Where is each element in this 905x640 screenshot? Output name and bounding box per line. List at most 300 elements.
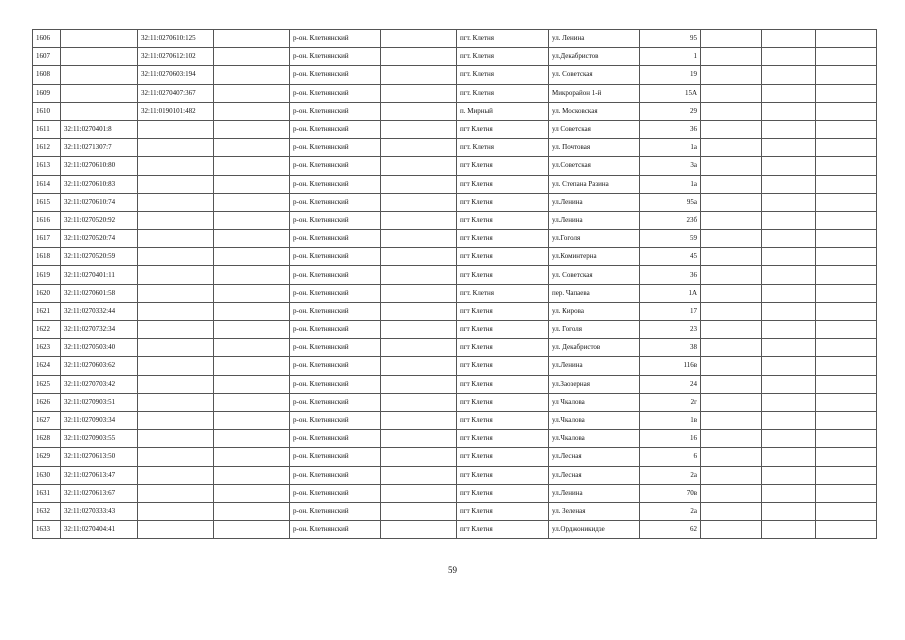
table-row [33,466,877,484]
cell-empty [762,502,816,520]
register-table [32,29,877,539]
cell-settlement: пгт Клетня [457,357,549,375]
cell-cadastral-number [138,302,214,320]
cell-empty [762,393,816,411]
table-row [33,521,877,539]
cell-empty [381,157,457,175]
cell-settlement: пгт Клетня [457,375,549,393]
cell-number: 1612 [33,139,61,157]
cell-house: 19 [640,66,701,84]
cell-number: 1616 [33,211,61,229]
cell-cadastral-number [138,211,214,229]
cell-empty [381,211,457,229]
cell-empty [214,339,290,357]
cell-empty [381,339,457,357]
cell-empty [214,139,290,157]
cell-empty [214,175,290,193]
cell-street: ул.Ленина [549,357,640,375]
cell-number: 1606 [33,30,61,48]
cell-district: р-он. Клетнянский [290,430,381,448]
cell-empty [816,302,877,320]
cell-number: 1608 [33,66,61,84]
cell-cadastral-number-old: 32:11:0270613:50 [61,448,138,466]
cell-street: ул.Декабристов [549,48,640,66]
cell-cadastral-number-old: 32:11:0270332:44 [61,302,138,320]
cell-district: р-он. Клетнянский [290,84,381,102]
cell-street: ул.Орджоникидзе [549,521,640,539]
table-row [33,120,877,138]
cell-number: 1626 [33,393,61,411]
table-row [33,248,877,266]
cell-street: ул.Ленина [549,193,640,211]
cell-number: 1630 [33,466,61,484]
cell-empty [381,48,457,66]
cell-house: 1 [640,48,701,66]
cell-district: р-он. Клетнянский [290,66,381,84]
cell-street: ул.Лесная [549,466,640,484]
cell-cadastral-number [138,502,214,520]
cell-house: 1а [640,175,701,193]
cell-number: 1622 [33,321,61,339]
cell-empty [381,393,457,411]
cell-house: 2г [640,393,701,411]
cell-empty [762,48,816,66]
cell-street: ул.Ленина [549,484,640,502]
cell-empty [762,448,816,466]
cell-settlement: пгт Клетня [457,302,549,320]
cell-empty [701,175,762,193]
cell-street: ул.Лесная [549,448,640,466]
cell-district: р-он. Клетнянский [290,321,381,339]
table-row [33,30,877,48]
cell-district: р-он. Клетнянский [290,120,381,138]
table-row [33,102,877,120]
cell-number: 1623 [33,339,61,357]
cell-settlement: пгт Клетня [457,193,549,211]
cell-empty [214,211,290,229]
cell-empty [701,84,762,102]
cell-empty [214,193,290,211]
cell-settlement: пгт Клетня [457,248,549,266]
cell-number: 1610 [33,102,61,120]
cell-number: 1633 [33,521,61,539]
cell-street: ул.Гоголя [549,230,640,248]
cell-empty [816,430,877,448]
cell-street: Микрорайон 1-й [549,84,640,102]
cell-empty [214,248,290,266]
cell-empty [816,284,877,302]
cell-settlement: пгт Клетня [457,175,549,193]
table-row [33,448,877,466]
cell-cadastral-number [138,448,214,466]
cell-street: ул.Ленина [549,211,640,229]
cell-empty [214,157,290,175]
cell-empty [701,339,762,357]
cell-number: 1619 [33,266,61,284]
cell-house: 16 [640,430,701,448]
cell-number: 1624 [33,357,61,375]
cell-empty [762,430,816,448]
cell-empty [214,48,290,66]
cell-house: 15А [640,84,701,102]
cell-empty [214,302,290,320]
register-table-container [32,29,877,539]
cell-house: 36 [640,266,701,284]
cell-empty [762,339,816,357]
cell-cadastral-number-old: 32:11:0270610:74 [61,193,138,211]
cell-number: 1613 [33,157,61,175]
cell-empty [701,466,762,484]
cell-cadastral-number [138,430,214,448]
cell-street: ул. Степана Разина [549,175,640,193]
cell-cadastral-number [138,375,214,393]
cell-house: 95а [640,193,701,211]
cell-cadastral-number-old: 32:11:0270601:58 [61,284,138,302]
cell-district: р-он. Клетнянский [290,339,381,357]
table-row [33,302,877,320]
cell-cadastral-number [138,248,214,266]
cell-district: р-он. Клетнянский [290,411,381,429]
cell-empty [701,321,762,339]
cell-empty [762,193,816,211]
cell-district: р-он. Клетнянский [290,357,381,375]
cell-district: р-он. Клетнянский [290,266,381,284]
cell-cadastral-number [138,193,214,211]
cell-district: р-он. Клетнянский [290,502,381,520]
cell-district: р-он. Клетнянский [290,30,381,48]
cell-house: 29 [640,102,701,120]
cell-empty [762,120,816,138]
cell-number: 1607 [33,48,61,66]
cell-empty [701,502,762,520]
cell-empty [214,448,290,466]
cell-empty [816,448,877,466]
cell-settlement: пгт. Клетня [457,139,549,157]
cell-cadastral-number [138,339,214,357]
cell-cadastral-number-old: 32:11:0270613:67 [61,484,138,502]
table-row [33,411,877,429]
cell-empty [381,484,457,502]
cell-cadastral-number: 32:11:0270612:102 [138,48,214,66]
table-row [33,430,877,448]
cell-cadastral-number-old: 32:11:0270520:59 [61,248,138,266]
cell-empty [762,66,816,84]
cell-empty [214,484,290,502]
cell-district: р-он. Клетнянский [290,211,381,229]
cell-cadastral-number [138,484,214,502]
cell-empty [762,266,816,284]
cell-empty [762,521,816,539]
cell-house: 23б [640,211,701,229]
cell-cadastral-number-old: 32:11:0270732:34 [61,321,138,339]
cell-empty [701,66,762,84]
cell-empty [701,430,762,448]
table-row [33,375,877,393]
table-row [33,321,877,339]
cell-empty [381,248,457,266]
cell-empty [381,84,457,102]
cell-empty [816,484,877,502]
cell-empty [816,66,877,84]
cell-number: 1627 [33,411,61,429]
cell-number: 1629 [33,448,61,466]
cell-street: ул.Заозерная [549,375,640,393]
cell-empty [816,502,877,520]
cell-cadastral-number-old [61,84,138,102]
cell-empty [762,84,816,102]
cell-empty [701,120,762,138]
cell-district: р-он. Клетнянский [290,302,381,320]
cell-empty [816,120,877,138]
cell-district: р-он. Клетнянский [290,284,381,302]
cell-street: ул.Чкалова [549,430,640,448]
cell-empty [762,302,816,320]
cell-empty [816,157,877,175]
cell-settlement: пгт Клетня [457,393,549,411]
cell-empty [816,248,877,266]
cell-empty [381,521,457,539]
cell-empty [381,375,457,393]
cell-street: ул Чкалова [549,393,640,411]
cell-empty [816,230,877,248]
cell-empty [762,175,816,193]
cell-street: ул. Советская [549,266,640,284]
cell-settlement: пгт. Клетня [457,84,549,102]
cell-empty [816,139,877,157]
cell-settlement: пгт Клетня [457,230,549,248]
cell-empty [381,230,457,248]
cell-settlement: пгт Клетня [457,521,549,539]
cell-house: 116в [640,357,701,375]
cell-cadastral-number [138,120,214,138]
cell-empty [701,30,762,48]
cell-empty [381,466,457,484]
cell-cadastral-number-old: 32:11:0270404:41 [61,521,138,539]
cell-empty [701,302,762,320]
cell-empty [214,357,290,375]
cell-house: 45 [640,248,701,266]
cell-empty [762,484,816,502]
cell-street: ул. Кирова [549,302,640,320]
cell-empty [214,284,290,302]
cell-cadastral-number [138,157,214,175]
cell-empty [701,484,762,502]
cell-settlement: пгт Клетня [457,411,549,429]
cell-empty [816,266,877,284]
cell-cadastral-number [138,139,214,157]
cell-house: 1а [640,139,701,157]
cell-cadastral-number [138,321,214,339]
cell-house: 95 [640,30,701,48]
cell-empty [701,375,762,393]
cell-settlement: пгт Клетня [457,120,549,138]
cell-empty [816,321,877,339]
cell-cadastral-number [138,175,214,193]
cell-empty [762,375,816,393]
cell-empty [762,157,816,175]
cell-street: ул. Гоголя [549,321,640,339]
cell-cadastral-number: 32:11:0190101:482 [138,102,214,120]
cell-empty [701,284,762,302]
cell-number: 1632 [33,502,61,520]
table-row [33,139,877,157]
cell-settlement: пгт. Клетня [457,284,549,302]
cell-empty [381,430,457,448]
cell-settlement: пгт. Клетня [457,30,549,48]
cell-street: ул. Почтовая [549,139,640,157]
cell-street: ул.Чкалова [549,411,640,429]
cell-settlement: пгт Клетня [457,211,549,229]
cell-empty [381,357,457,375]
cell-empty [381,175,457,193]
cell-empty [214,102,290,120]
cell-district: р-он. Клетнянский [290,230,381,248]
cell-street: пер. Чапаева [549,284,640,302]
cell-house: 59 [640,230,701,248]
cell-cadastral-number-old: 32:11:0270520:92 [61,211,138,229]
cell-empty [214,266,290,284]
cell-district: р-он. Клетнянский [290,448,381,466]
cell-empty [816,393,877,411]
cell-district: р-он. Клетнянский [290,102,381,120]
cell-number: 1618 [33,248,61,266]
cell-house: 1в [640,411,701,429]
cell-settlement: пгт Клетня [457,466,549,484]
cell-cadastral-number [138,230,214,248]
cell-number: 1620 [33,284,61,302]
cell-cadastral-number-old [61,48,138,66]
page-number: 59 [448,565,457,575]
cell-empty [214,321,290,339]
cell-empty [762,466,816,484]
table-row [33,175,877,193]
table-row [33,502,877,520]
cell-empty [762,321,816,339]
cell-empty [701,48,762,66]
cell-empty [701,448,762,466]
cell-house: 38 [640,339,701,357]
table-row [33,357,877,375]
cell-empty [816,466,877,484]
cell-number: 1614 [33,175,61,193]
table-row [33,84,877,102]
cell-empty [381,411,457,429]
cell-cadastral-number-old: 32:11:0270401:8 [61,120,138,138]
cell-district: р-он. Клетнянский [290,248,381,266]
cell-cadastral-number: 32:11:0270610:125 [138,30,214,48]
cell-empty [762,411,816,429]
cell-cadastral-number-old: 32:11:0270610:80 [61,157,138,175]
cell-empty [701,521,762,539]
cell-number: 1631 [33,484,61,502]
cell-cadastral-number-old: 32:11:0270703:42 [61,375,138,393]
cell-house: 6 [640,448,701,466]
cell-empty [816,84,877,102]
cell-cadastral-number-old: 32:11:0270333:43 [61,502,138,520]
cell-house: 2а [640,502,701,520]
cell-empty [816,48,877,66]
table-row [33,48,877,66]
cell-number: 1617 [33,230,61,248]
cell-cadastral-number [138,466,214,484]
cell-street: ул.Коминтерна [549,248,640,266]
cell-empty [816,411,877,429]
cell-empty [214,466,290,484]
cell-empty [381,139,457,157]
cell-empty [381,120,457,138]
cell-number: 1621 [33,302,61,320]
table-row [33,157,877,175]
cell-empty [816,102,877,120]
cell-cadastral-number: 32:11:0270407:367 [138,84,214,102]
cell-street: ул. Московская [549,102,640,120]
cell-empty [816,357,877,375]
cell-empty [816,30,877,48]
cell-empty [214,120,290,138]
cell-district: р-он. Клетнянский [290,48,381,66]
cell-house: 24 [640,375,701,393]
table-body [33,30,877,539]
cell-street: ул. Зеленая [549,502,640,520]
table-row [33,393,877,411]
cell-cadastral-number [138,393,214,411]
cell-empty [214,230,290,248]
cell-empty [701,357,762,375]
cell-number: 1628 [33,430,61,448]
cell-cadastral-number-old: 32:11:0270401:11 [61,266,138,284]
cell-district: р-он. Клетнянский [290,193,381,211]
cell-settlement: пгт. Клетня [457,66,549,84]
cell-empty [762,102,816,120]
cell-number: 1625 [33,375,61,393]
cell-cadastral-number-old: 32:11:0270603:62 [61,357,138,375]
cell-cadastral-number-old: 32:11:0270903:51 [61,393,138,411]
cell-empty [381,193,457,211]
cell-empty [816,339,877,357]
cell-empty [381,102,457,120]
cell-house: 36 [640,120,701,138]
table-row [33,66,877,84]
cell-empty [214,30,290,48]
cell-empty [701,193,762,211]
cell-cadastral-number-old: 32:11:0270903:34 [61,411,138,429]
table-row [33,339,877,357]
cell-empty [214,521,290,539]
cell-house: 1А [640,284,701,302]
cell-empty [762,357,816,375]
cell-settlement: пгт. Клетня [457,48,549,66]
table-row [33,284,877,302]
table-row [33,211,877,229]
cell-empty [762,284,816,302]
cell-empty [701,230,762,248]
cell-cadastral-number-old [61,102,138,120]
cell-settlement: пгт Клетня [457,157,549,175]
cell-cadastral-number [138,521,214,539]
cell-empty [381,448,457,466]
cell-cadastral-number-old [61,66,138,84]
cell-empty [381,30,457,48]
cell-empty [214,393,290,411]
cell-empty [816,175,877,193]
cell-settlement: пгт Клетня [457,339,549,357]
cell-cadastral-number-old: 32:11:0270903:55 [61,430,138,448]
cell-district: р-он. Клетнянский [290,157,381,175]
cell-house: 62 [640,521,701,539]
cell-district: р-он. Клетнянский [290,175,381,193]
cell-house: 23 [640,321,701,339]
cell-empty [762,230,816,248]
